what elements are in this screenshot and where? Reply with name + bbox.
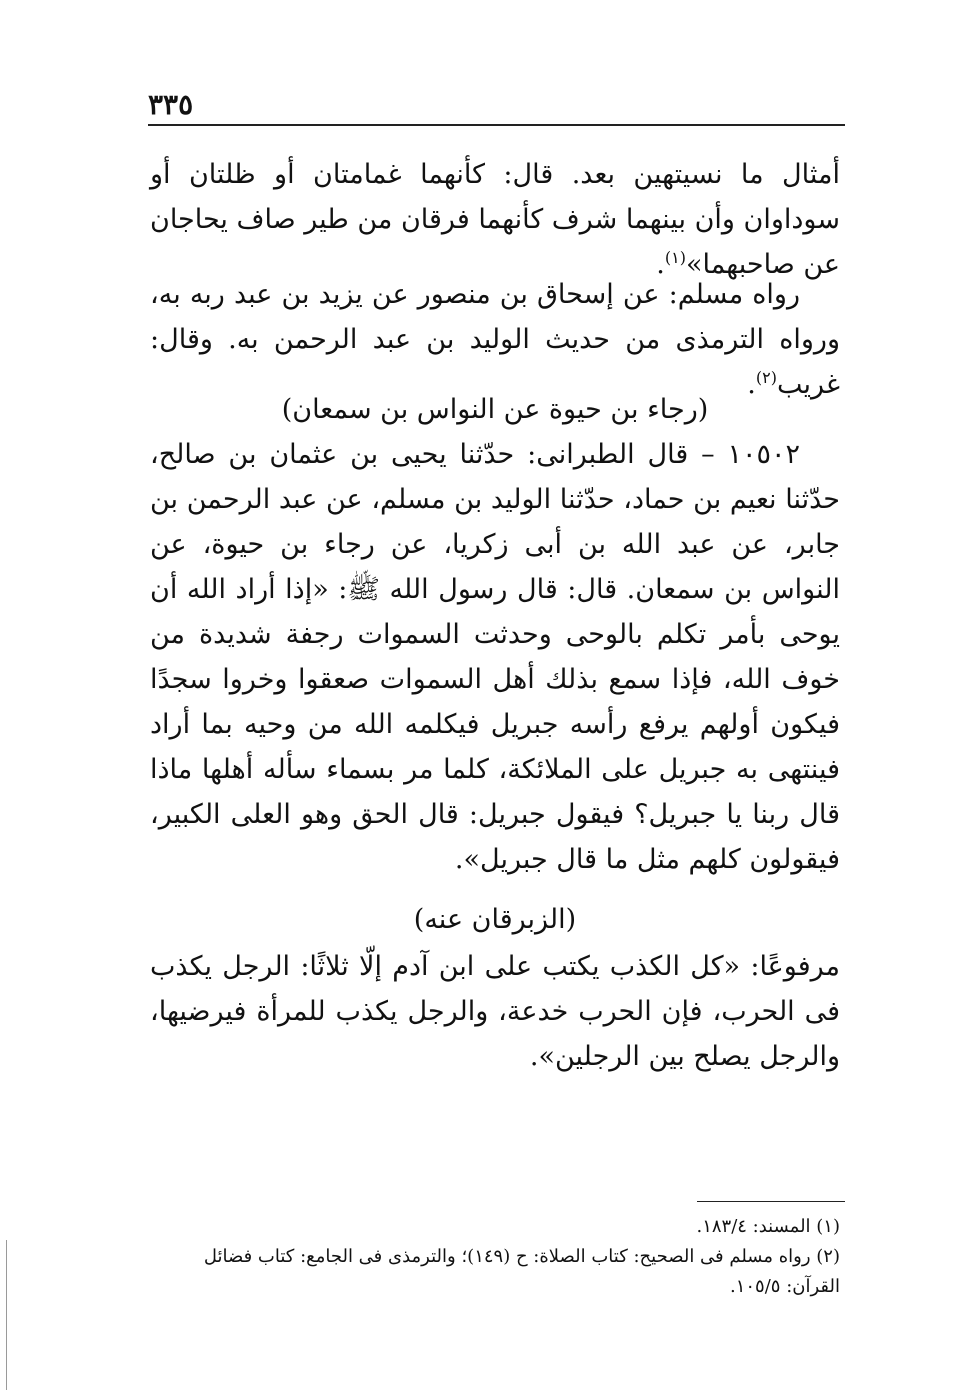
footnotes xyxy=(150,1212,840,1302)
footnote-2: (٢) رواه مسلم فى الصحيح: كتاب الصلاة: ح (١٤٩)؛ والترمذى فى الجامع: كتاب فضائل القرآن: ١٠٥/٥. xyxy=(203,1246,840,1297)
paragraph-2 xyxy=(150,272,840,407)
hadith-10502-paragraph: ١٠٥٠٢ – قال الطبرانى: حدّثنا يحيى بن عثمان بن صالح، حدّثنا نعيم بن حماد، حدّثنا الوليد بن مسلم، عن عبد الرحمن بن جابر، عن عبد الله بن أبى زكريا، عن رجاء بن حيوة، عن النواس بن سمعان. قال: قال رسول الله ﷺ: «إذا أراد الله أن يوحى بأمر تكلم بالوحى وحدثت السموات رجفة شديدة من خوف الله، فإذا سمع بذلك أهل السموات صعقوا وخروا سجدًا فيكون أولهم يرفع رأسه جبريل فيكلمه الله من وحيه بما أراد فينتهى به جبريل على الملائكة، كلما مر بسماء سأله أهلها ماذا قال ربنا يا جبريل؟ فيقول جبريل: قال الحق وهو العلى الكبير، فيقولون كلهم مثل ما قال جبريل». xyxy=(150,439,840,875)
paragraph-1-text: أمثال ما نسيتهين بعد. قال: كأنهما غمامتان أو ظلتان أو سوداوان وأن بينهما شرف كأنهما فرقان من طير صاف يحاجان عن صاحبهما» xyxy=(150,159,840,280)
paragraph-4: مرفوعًا: «كل الكذب يكتب على ابن آدم إلّا ثلاثًا: الرجل يكذب فى الحرب، فإن الحرب خدعة، والرجل يكذب للمرأة فيرضيها، والرجل يصلح بين الرجلين». xyxy=(150,951,840,1072)
paragraph-1-end: . xyxy=(656,249,665,280)
footnote-ref-1: (١) xyxy=(664,248,686,267)
page-number: ٣٣٥ xyxy=(148,88,194,121)
section-heading-2: (الزبرقان عنه) xyxy=(413,904,577,935)
footnote-rule xyxy=(697,1201,845,1202)
section-heading-1: (رجاء بن حيوة عن النواس بن سمعان) xyxy=(281,394,709,425)
paragraph-2-end: . xyxy=(747,369,756,400)
footnote-ref-2: (٢) xyxy=(755,368,777,387)
header-rule xyxy=(148,124,845,126)
paragraph-1 xyxy=(150,152,840,287)
scan-edge-line xyxy=(6,1240,7,1390)
paragraph-2-text: رواه مسلم: عن إسحاق بن منصور عن يزيد بن عبد ربه به، ورواه الترمذى من حديث الوليد بن عبد الرحمن به. وقال: غريب xyxy=(150,279,840,400)
footnote-1: (١) المسند: ١٨٣/٤. xyxy=(696,1216,840,1237)
